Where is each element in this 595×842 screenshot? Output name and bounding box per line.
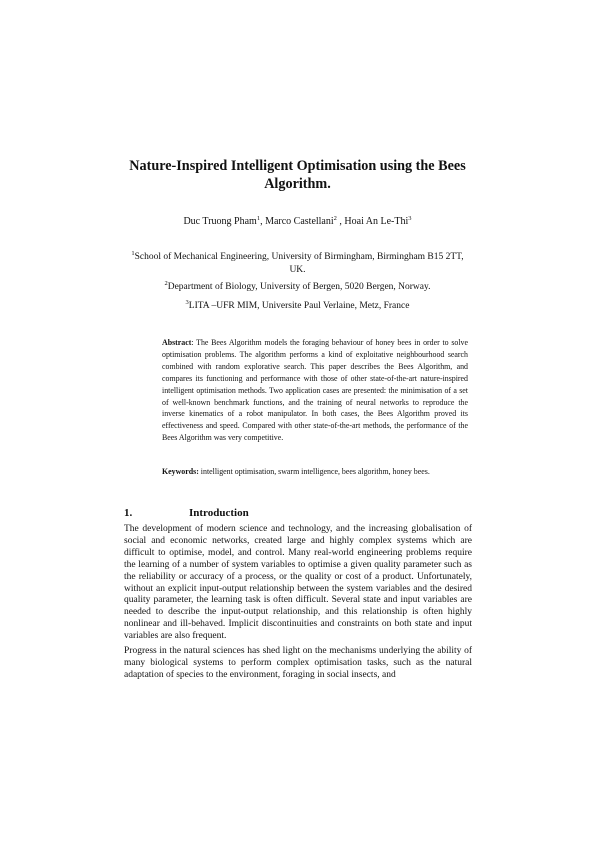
keywords-text: intelligent optimisation, swarm intelligence, bees algorithm, honey bees. bbox=[198, 467, 430, 476]
author-name: Marco Castellani bbox=[265, 216, 334, 227]
section-title: Introduction bbox=[189, 507, 249, 519]
keywords-label: Keywords: bbox=[162, 467, 199, 476]
affiliation-1 bbox=[130, 251, 465, 276]
abstract-label: Abstract bbox=[162, 338, 192, 347]
section-number: 1. bbox=[124, 507, 133, 519]
affiliation-text: LITA –UFR MIM, Universite Paul Verlaine, Metz, France bbox=[188, 301, 410, 311]
author-separator: , bbox=[260, 216, 266, 227]
affiliation-text: School of Mechanical Engineering, University of Birmingham, Birmingham B15 2TT, UK. bbox=[134, 252, 464, 275]
author-name: Hoai An Le-Thi bbox=[344, 216, 409, 227]
affiliation-2 bbox=[130, 281, 465, 294]
keywords bbox=[162, 466, 482, 477]
abstract-text: : The Bees Algorithm models the foraging behaviour of honey bees in order to solve optimisation problems. The algorithm performs a kind of exploitative neighbourhood search combined with random explorative search. This paper describes the Bees Algorithm, and compares its functioning and performance with those of other state-of-the-art nature-inspired intelligent optimisation methods. Two application cases are presented: the minimisation of a set of well-known benchmark functions, and the training of neural networks to reproduce the inverse kinematics of a robot manipulator. In both cases, the Bees Algorithm proved its effectiveness and speed. Compared with other state-of-the-art methods, the performance of the Bees Algorithm was very competitive. bbox=[162, 338, 468, 443]
affiliation-mark: 2 bbox=[164, 280, 168, 287]
author-separator: , bbox=[336, 216, 345, 227]
body-paragraph: The development of modern science and technology, and the increasing globalisation of social and economic networks, created large and highly complex systems which are difficult to optimise, model, and control. Many real-world engineering problems require the learning of a number of system variables to optimise a given quality parameter such as the reliability or accuracy of a process, or the quality or cost of a product. Unfortunately, without an explicit input-output relationship between the system variables and the desired quality parameter, the learning task is often difficult. Several state and input variables are needed to describe the input-output relationship, and this relationship is often highly nonlinear and ill-behaved. Implicit discontinuities and constraints on both state and input variables are also frequent. bbox=[124, 524, 472, 642]
affiliation-mark: 3 bbox=[185, 299, 189, 306]
affiliation-3 bbox=[130, 300, 465, 313]
paper-title: Nature-Inspired Intelligent Optimisation using the Bees Algorithm. bbox=[129, 158, 466, 192]
author-affiliation-mark: 3 bbox=[408, 215, 412, 222]
body-paragraph: Progress in the natural sciences has shed light on the mechanisms underlying the ability of many biological systems to perform complex optimisation tasks, such as the natural adaptation of species to the environment, foraging in social insects, and bbox=[124, 646, 472, 680]
author-name: Duc Truong Pham bbox=[183, 216, 257, 227]
section-heading bbox=[124, 507, 249, 520]
author-affiliation-mark: 2 bbox=[333, 215, 337, 222]
affiliation-text: Department of Biology, University of Bergen, 5020 Bergen, Norway. bbox=[167, 282, 431, 292]
author-affiliation-mark: 1 bbox=[256, 215, 261, 222]
abstract bbox=[162, 337, 468, 444]
author-list bbox=[0, 216, 595, 228]
affiliation-mark: 1 bbox=[131, 250, 135, 257]
